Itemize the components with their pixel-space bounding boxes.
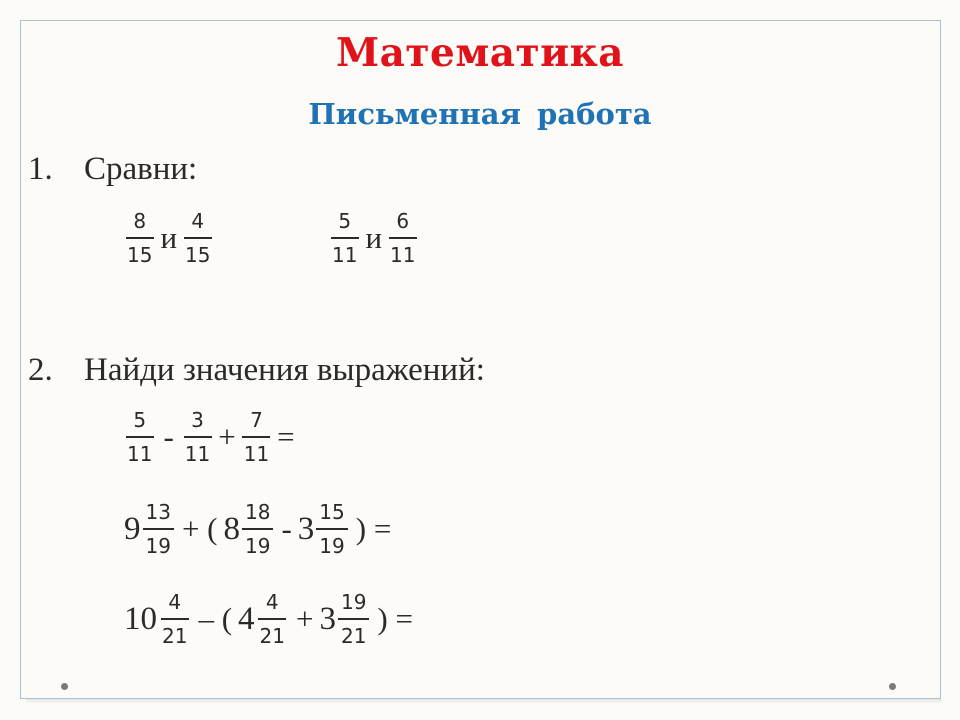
denominator: 11	[184, 442, 211, 466]
page-subtitle: Письменная работа	[308, 97, 652, 131]
numerator: 5	[331, 211, 359, 239]
denominator: 19	[245, 534, 271, 558]
denominator: 11	[332, 243, 358, 267]
closing-equals: ) =	[355, 511, 392, 546]
fraction	[182, 410, 213, 464]
task2-number: 2.	[28, 352, 53, 388]
task1-pair-2	[327, 211, 421, 265]
denominator: 21	[162, 624, 188, 648]
denominator: 11	[127, 442, 153, 466]
operator: -	[281, 511, 292, 546]
page-title: Математика	[335, 30, 625, 76]
fraction	[182, 211, 213, 265]
numerator: 4	[184, 211, 212, 239]
denominator: 15	[127, 243, 153, 267]
whole-part: 9	[124, 510, 141, 547]
operator: +	[295, 601, 314, 636]
numerator: 15	[316, 502, 347, 530]
fraction	[387, 211, 418, 265]
denominator: 21	[340, 624, 367, 648]
fraction	[329, 211, 360, 265]
operator: -	[163, 419, 174, 454]
frame-shadow	[26, 699, 942, 704]
whole-part: 10	[124, 600, 157, 637]
whole-part: 3	[297, 510, 315, 547]
expression-1	[122, 410, 298, 464]
fraction	[143, 502, 174, 556]
fraction	[338, 592, 369, 646]
fraction	[241, 410, 272, 464]
denominator: 19	[145, 534, 171, 558]
fraction	[124, 410, 155, 464]
numerator: 13	[143, 502, 174, 530]
numerator: 19	[338, 592, 369, 620]
numerator: 7	[242, 410, 270, 438]
numerator: 8	[126, 211, 154, 239]
fraction	[257, 592, 288, 646]
denominator: 11	[390, 243, 416, 267]
numerator: 3	[184, 410, 212, 438]
whole-part: 8	[223, 510, 241, 547]
task1-number: 1.	[28, 151, 53, 187]
corner-dot-right	[889, 683, 896, 690]
fraction	[242, 502, 273, 556]
task1-label: Сравни:	[84, 151, 198, 187]
operator: + (	[181, 511, 218, 546]
fraction	[159, 592, 190, 646]
conjunction: и	[160, 220, 178, 255]
task2-label: Найди значения выражений:	[84, 352, 485, 388]
task1-pair-1	[122, 211, 216, 265]
conjunction: и	[365, 220, 383, 255]
fraction	[124, 211, 155, 265]
denominator: 21	[259, 624, 285, 648]
whole-part: 3	[319, 600, 336, 637]
expression-3	[124, 592, 419, 646]
closing-equals: ) =	[377, 601, 413, 636]
task1-heading	[28, 151, 197, 188]
denominator: 19	[319, 534, 345, 558]
numerator: 4	[258, 592, 286, 620]
numerator: 4	[161, 592, 189, 620]
task2-heading	[28, 352, 485, 389]
operator: +	[218, 419, 236, 454]
numerator: 18	[242, 502, 273, 530]
fraction	[316, 502, 347, 556]
numerator: 6	[389, 211, 417, 239]
equals-sign: =	[277, 419, 295, 454]
whole-part: 4	[238, 600, 255, 637]
operator: – (	[198, 601, 233, 636]
corner-dot-left	[61, 683, 68, 690]
numerator: 5	[126, 410, 154, 438]
denominator: 11	[243, 442, 270, 466]
expression-2	[124, 502, 397, 556]
denominator: 15	[185, 243, 211, 267]
